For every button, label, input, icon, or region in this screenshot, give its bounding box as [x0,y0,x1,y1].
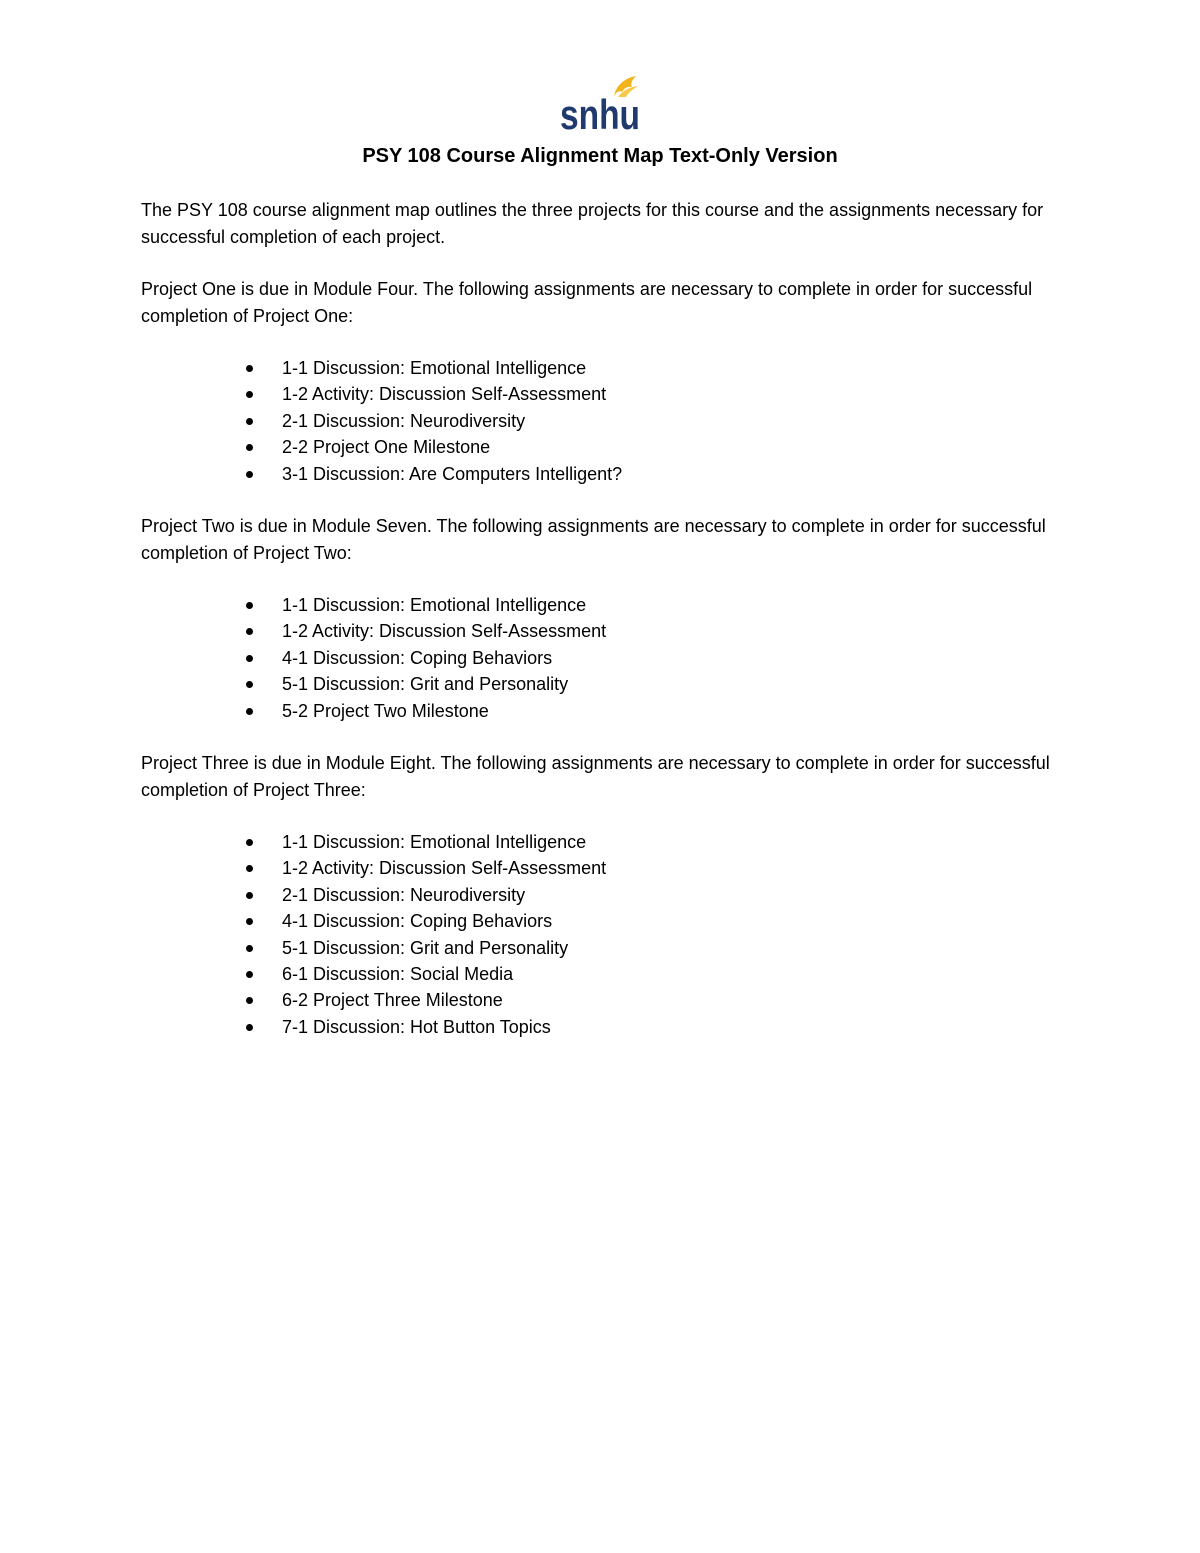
bullet-icon [246,839,253,846]
list-item [0,355,1200,381]
list-item-label: 6-1 Discussion: Social Media [282,963,514,984]
bullet-icon [246,628,253,635]
list-item [0,961,1200,987]
bullet-icon [246,997,253,1004]
list-item-label: 4-1 Discussion: Coping Behaviors [282,647,553,668]
bullet-icon [246,444,253,451]
list-item [0,671,1200,697]
bullet-icon [246,1024,253,1031]
list-item [0,461,1200,487]
bullet-icon [246,418,253,425]
bullet-icon [246,918,253,925]
list-item-label: 1-2 Activity: Discussion Self-Assessment [282,858,607,879]
bullet-icon [246,892,253,899]
intro-paragraph: The PSY 108 course alignment map outlines the three projects for this course and the assignments necessary for successful completion of each project. [141,200,1044,247]
list-item-label: 2-2 Project One Milestone [282,437,491,458]
list-item-label: 1-1 Discussion: Emotional Intelligence [282,832,587,852]
list-item-label: 5-1 Discussion: Grit and Personality [282,674,569,695]
bullet-icon [246,391,253,398]
list-item [0,381,1200,407]
bullet-icon [246,655,253,662]
page-title: PSY 108 Course Alignment Map Text-Only Version [362,145,838,167]
project-two-description: Project Two is due in Module Seven. The following assignments are necessary to complete in order for successful completion of Project Two: [141,516,1046,563]
snhu-logo [552,72,648,138]
list-item-label: 6-2 Project Three Milestone [282,990,503,1011]
bullet-icon [246,945,253,952]
list-item [0,882,1200,908]
project-one-description: Project One is due in Module Four. The following assignments are necessary to complete in order for successful completion of Project One: [141,279,1033,326]
bullet-icon [246,681,253,688]
bullet-icon [246,708,253,715]
list-item [0,592,1200,618]
list-item-label: 4-1 Discussion: Coping Behaviors [282,911,553,932]
bullet-icon [246,602,253,609]
bullet-icon [246,471,253,478]
list-item-label: 2-1 Discussion: Neurodiversity [282,410,526,431]
list-item-label: 5-2 Project Two Milestone [282,700,489,721]
list-item [0,645,1200,671]
list-item-label: 2-1 Discussion: Neurodiversity [282,884,526,905]
project-three-assignment-list [0,829,1200,1040]
list-item [0,698,1200,724]
list-item [0,987,1200,1013]
list-item-label: 7-1 Discussion: Hot Button Topics [282,1016,551,1037]
list-item [0,434,1200,460]
list-item [0,1014,1200,1040]
list-item [0,935,1200,961]
list-item [0,829,1200,855]
list-item [0,408,1200,434]
list-item-label: 1-1 Discussion: Emotional Intelligence [282,595,587,615]
list-item-label: 3-1 Discussion: Are Computers Intelligent? [282,463,623,484]
list-item-label: 5-1 Discussion: Grit and Personality [282,937,569,958]
list-item-label: 1-2 Activity: Discussion Self-Assessment [282,621,607,642]
list-item [0,908,1200,934]
project-one-assignment-list [0,355,1200,487]
snhu-logo-mark [552,72,648,138]
list-item-label: 1-2 Activity: Discussion Self-Assessment [282,384,607,405]
bullet-icon [246,971,253,978]
project-two-assignment-list [0,592,1200,724]
list-item-label: 1-1 Discussion: Emotional Intelligence [282,358,587,378]
bullet-icon [246,365,253,372]
list-item [0,618,1200,644]
bullet-icon [246,865,253,872]
list-item [0,855,1200,881]
project-three-description: Project Three is due in Module Eight. The following assignments are necessary to complete in order for successful completion of Project Three: [141,753,1050,800]
logo-wordmark: snhu [560,91,640,138]
